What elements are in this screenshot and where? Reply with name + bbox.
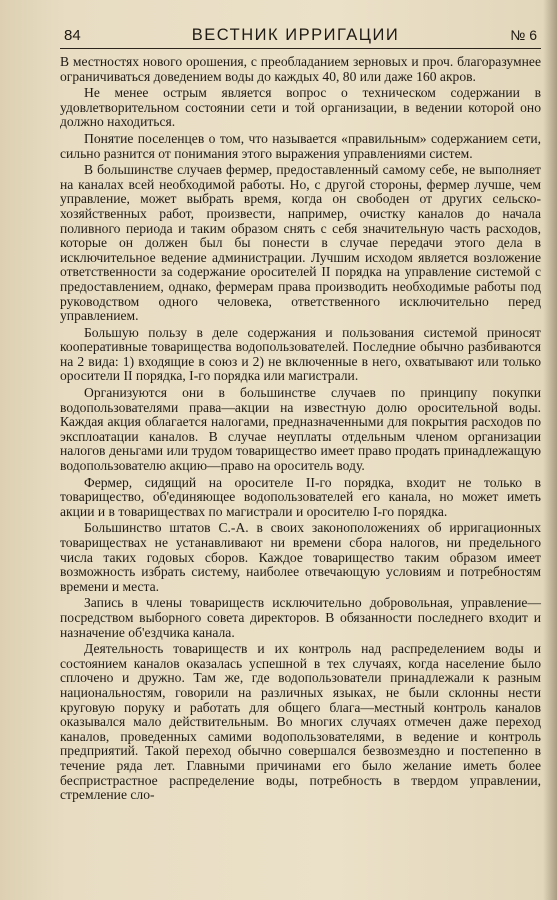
page-header [60, 26, 541, 49]
page-edge-shadow [543, 0, 557, 900]
paragraph-6: Организуются они в большинстве случаев по принципу покупки водопользователями права—акции на известную долю оросительной воды. Каждая акция облагается налогами, предназначенными для покрытия расходов по эксплоатации каналов. В случае неуплаты отдельным членом организации налогов деньгами или трудом товарищество имеет право продать принадлежащую водопользователю акцию—право на ороситель воду. [60, 385, 541, 474]
issue-number: № 6 [510, 27, 537, 43]
paragraph-4: В большинстве случаев фермер, предоставленный самому себе, не выполняет на каналах всей необходимой работы. Но, с другой стороны, фермер лучше, чем управление, может выбрать время, когда он свободен от других сельско-хозяйственных работ, произвести, например, очистку каналов до начала поливного периода и таким образом снять с себя значительную часть расходов, которые он должен был бы понести в случае передачи этого дела в исключительное ведение администрации. Лучшим исходом является возложение ответственности за содержание оросителей II порядка на управление системой с предоставлением, однако, фермерам права производить необходимые работы под руководством одного человека, ответственного исключительно перед управлением. [60, 162, 541, 324]
paragraph-9: Запись в члены товариществ исключительно добровольная, управление—посредством выборного совета директоров. В обязанности последнего входит и назначение об'ездчика канала. [60, 595, 541, 640]
paragraph-5: Большую пользу в деле содержания и пользования системой приносят кооперативные товарищества водопользователей. Последние обычно разбиваются на 2 вида: 1) входящие в союз и 2) не включенные в него, охватывают или только оросители II порядка, I-го порядка или магистрали. [60, 324, 541, 384]
journal-title: ВЕСТНИК ИРРИГАЦИИ [191, 26, 400, 44]
paragraph-7: Фермер, сидящий на оросителе II-го порядка, входит не только в товарищество, об'единяющее водопользователей его канала, но может иметь акции и в товариществах по магистрали и оросителю I-го порядка. [60, 474, 541, 519]
paragraph-8: Большинство штатов С.-А. в своих законоположениях об ирригационных товариществах не устанавливают ни времени сбора налогов, ни предельного числа таких годовых сборов. Каждое товарищество таким образом имеет возможность избрать систему, наиболее отвечающую условиям и потребностям времени и места. [60, 520, 541, 594]
article-body [60, 55, 541, 803]
paragraph-10: Деятельность товариществ и их контроль над распределением воды и состоянием каналов оказалась успешной в тех случаях, когда население было сплочено и дружно. Там же, где водопользователи принадлежали к разным национальностям, говорили на различных языках, не были склонны нести круговую поруку и работать для общего блага—местный контроль каналов оказывался мало действительным. Во многих случаях отмечен даже переход каналов, проведенных самими водопользователями, в ведение и контроль предприятий. Такой переход обычно совершался безвозмездно и постепенно в течение ряда лет. Главными причинами его было желание иметь более беспристрастное распределение воды, потребность в твердом управлении, стремление сло- [60, 641, 541, 803]
page-number: 84 [64, 27, 81, 44]
paragraph-3: Понятие поселенцев о том, что называется «правильным» содержанием сети, сильно разнится от понимания этого выражения управлениями систем. [60, 130, 541, 161]
paragraph-1: В местностях нового орошения, с преобладанием зерновых и проч. благоразумнее ограничиваться доведением воды до каждых 40, 80 или даже 160 акров. [60, 54, 541, 84]
paragraph-2: Не менее острым является вопрос о техническом содержании в удовлетворительном состоянии сети и той организации, в ведении которой оно должно находиться. [60, 85, 541, 130]
